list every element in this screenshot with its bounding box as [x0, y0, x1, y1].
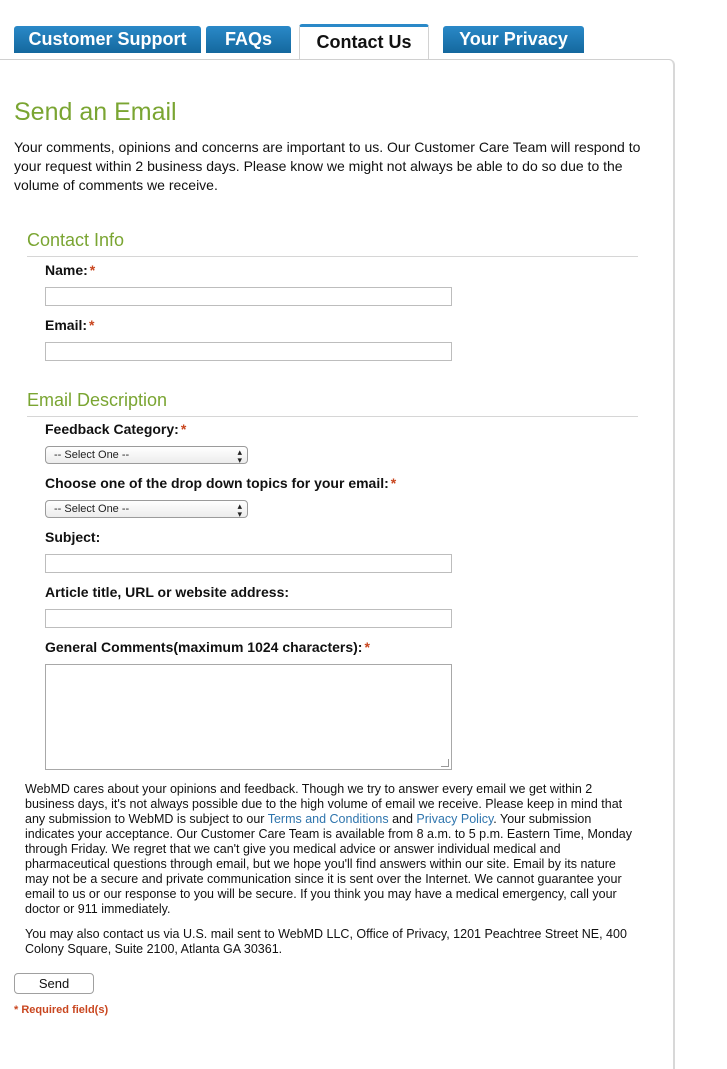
feedback-category-select[interactable]: -- Select One -- ▴ ▾ — [45, 446, 248, 464]
name-label: Name: * — [45, 262, 96, 278]
subject-input[interactable] — [45, 554, 452, 573]
send-button[interactable]: Send — [14, 973, 94, 994]
feedback-category-label: Feedback Category: * — [45, 421, 187, 437]
name-input[interactable] — [45, 287, 452, 306]
topic-label: Choose one of the drop down topics for your email: * — [45, 475, 397, 491]
mail-address-text: You may also contact us via U.S. mail sent to WebMD LLC, Office of Privacy, 1201 Peachtree Street NE, 400 Colony Square, Suite 2100, Atlanta GA 30361. — [25, 927, 627, 956]
disclaimer-text: WebMD cares about your opinions and feedback. Though we try to answer every email we get within 2 business days, it's not always possible due to the high volume of email we receive. Please keep in mind that any submission to WebMD is subject to our Terms and Conditions and Privacy Policy. Your submission indicates your acceptance. Our Customer Care Team is available from 8 a.m. to 5 p.m. Eastern Time, Monday through Friday. We regret that we can't give you medical advice or answer individual medical and pharmaceutical questions through email, but we hope you'll find answers within our site. Email by its nature may not be a secure and private communication since it is sent over the Internet. We cannot guarantee your email to us or our response to you will be secure. If you think you may have a medical emergency, call your doctor or 911 immediately. — [25, 782, 632, 916]
topic-select[interactable]: -- Select One -- ▴ ▾ — [45, 500, 248, 518]
select-arrows-icon: ▴ ▾ — [237, 447, 242, 465]
required-asterisk: * — [89, 317, 95, 333]
required-asterisk: * — [180, 421, 187, 437]
tab-your-privacy[interactable]: Your Privacy — [443, 26, 584, 53]
comments-label: General Comments(maximum 1024 characters): * — [45, 639, 370, 655]
intro-text: Your comments, opinions and concerns are important to us. Our Customer Care Team will respond to your request within 2 business days. Please know we might not always be able to do so due to the volume of comments we receive. — [14, 139, 641, 193]
terms-link[interactable]: Terms and Conditions — [267, 812, 389, 826]
comments-textarea[interactable] — [45, 664, 452, 770]
resize-grip-icon[interactable] — [441, 759, 449, 767]
required-asterisk: * — [89, 262, 96, 278]
required-fields-note: * Required field(s) — [14, 1004, 109, 1016]
privacy-policy-link[interactable]: Privacy Policy — [416, 812, 494, 826]
select-arrows-icon: ▴ ▾ — [237, 501, 242, 519]
required-asterisk: * — [364, 639, 370, 655]
article-label: Article title, URL or website address: — [45, 584, 290, 600]
contact-info-heading: Contact Info — [27, 230, 638, 257]
article-input[interactable] — [45, 609, 452, 628]
email-input[interactable] — [45, 342, 452, 361]
tab-contact-us[interactable]: Contact Us — [299, 24, 429, 60]
tab-faqs[interactable]: FAQs — [206, 26, 291, 53]
tab-customer-support[interactable]: Customer Support — [14, 26, 201, 53]
page-title: Send an Email — [14, 98, 177, 126]
required-asterisk: * — [390, 475, 397, 491]
subject-label: Subject: — [45, 529, 101, 545]
email-description-heading: Email Description — [27, 390, 638, 417]
email-label: Email: * — [45, 317, 95, 333]
